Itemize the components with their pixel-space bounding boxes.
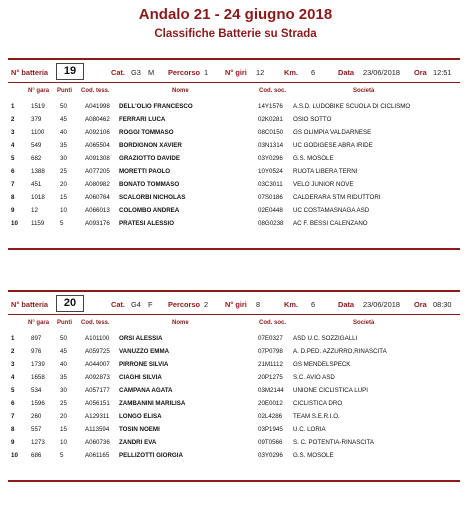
row-gara: 1596 <box>31 400 45 407</box>
row-tess: A080462 <box>85 116 110 123</box>
row-pos: 4 <box>11 142 15 149</box>
col-soc: Società <box>353 88 375 94</box>
row-soc: AC F. BESSI CALENZANO <box>293 220 368 227</box>
batteria-number: 19 <box>56 63 84 80</box>
row-codsoc: 03M2144 <box>258 387 284 394</box>
percorso-value: 2 <box>204 300 209 309</box>
row-soc: U.C. LORIA <box>293 426 326 433</box>
row-nome: BONATO TOMMASO <box>119 181 180 188</box>
results-table <box>8 100 460 230</box>
row-tess: A092106 <box>85 129 110 136</box>
row-gara: 1273 <box>31 439 45 446</box>
row-tess: A044007 <box>85 361 110 368</box>
table-row <box>8 139 460 152</box>
row-soc: S. C. POTENTIA-RINASCITA <box>293 439 375 446</box>
table-row <box>8 410 460 423</box>
row-nome: LONGO ELISA <box>119 413 162 420</box>
col-punti: Punti <box>57 88 72 94</box>
row-pos: 1 <box>11 103 15 110</box>
data-label: Data <box>338 68 355 77</box>
row-nome: CIAGHI SILVIA <box>119 374 162 381</box>
row-tess: A059725 <box>85 348 110 355</box>
col-soc: Società <box>353 320 375 326</box>
section-header-rule <box>8 82 460 83</box>
row-soc: S.C. AVIO ASD <box>293 374 335 381</box>
col-codsoc: Cod. soc. <box>259 320 287 326</box>
row-soc: UC GODIGESE ABRA IRIDE <box>293 142 373 149</box>
col-tess: Cod. tess. <box>81 88 110 94</box>
row-soc: OSIO SOTTO <box>293 116 332 123</box>
ora-value: 12:51 <box>433 68 452 77</box>
percorso-label: Percorso <box>168 300 201 309</box>
row-codsoc: 14Y1576 <box>258 103 283 110</box>
row-nome: COLOMBO ANDREA <box>119 207 180 214</box>
row-soc: G.S. MOSOLE <box>293 452 334 459</box>
row-tess: A056151 <box>85 400 110 407</box>
row-nome: ZAMBANINI MARILISA <box>119 400 186 407</box>
row-codsoc: 07P0798 <box>258 348 283 355</box>
row-gara: 549 <box>31 142 42 149</box>
row-punti: 20 <box>60 413 67 420</box>
row-pos: 7 <box>11 413 15 420</box>
row-pos: 5 <box>11 387 15 394</box>
sex-value: F <box>148 300 153 309</box>
row-soc: CICLISTICA DRO <box>293 400 343 407</box>
section-bottom-rule <box>8 480 460 482</box>
heat-section-19 <box>8 58 460 248</box>
row-punti: 30 <box>60 387 67 394</box>
giri-value: 8 <box>256 300 261 309</box>
table-row <box>8 384 460 397</box>
row-tess: A091308 <box>85 155 110 162</box>
row-tess: A101100 <box>85 335 110 342</box>
row-gara: 1519 <box>31 103 45 110</box>
row-punti: 45 <box>60 116 67 123</box>
table-row <box>8 436 460 449</box>
data-value: 23/06/2018 <box>363 300 400 309</box>
column-headers <box>8 86 460 98</box>
col-punti: Punti <box>57 320 72 326</box>
row-punti: 10 <box>60 207 67 214</box>
row-codsoc: 02E0448 <box>258 207 283 214</box>
row-tess: A060736 <box>85 439 110 446</box>
row-punti: 25 <box>60 168 67 175</box>
batteria-number: 20 <box>56 295 84 312</box>
row-nome: SCALORBI NICHOLAS <box>119 194 186 201</box>
row-gara: 557 <box>31 426 42 433</box>
row-punti: 35 <box>60 374 67 381</box>
row-gara: 682 <box>31 155 42 162</box>
data-label: Data <box>338 300 355 309</box>
table-row <box>8 358 460 371</box>
row-soc: A.S.D. LUDOBIKE SCUOLA DI CICLISMO <box>293 103 411 110</box>
row-codsoc: 20E0012 <box>258 400 283 407</box>
row-codsoc: 08C0150 <box>258 129 284 136</box>
row-nome: VANUZZO EMMA <box>119 348 170 355</box>
table-row <box>8 332 460 345</box>
row-tess: A129311 <box>85 413 110 420</box>
row-nome: CAMPANA AGATA <box>119 387 173 394</box>
table-row <box>8 165 460 178</box>
row-punti: 15 <box>60 426 67 433</box>
table-row <box>8 191 460 204</box>
row-pos: 5 <box>11 155 15 162</box>
row-codsoc: 03Y0296 <box>258 155 283 162</box>
row-pos: 6 <box>11 168 15 175</box>
row-soc: VELO JUNIOR NOVE <box>293 181 354 188</box>
row-nome: GRAZIOTTO DAVIDE <box>119 155 180 162</box>
row-pos: 3 <box>11 361 15 368</box>
row-nome: PIRRONE SILVIA <box>119 361 169 368</box>
table-row <box>8 217 460 230</box>
col-gara: N° gara <box>28 88 50 94</box>
cat-label: Cat. <box>111 300 125 309</box>
table-row <box>8 397 460 410</box>
col-codsoc: Cod. soc. <box>259 88 287 94</box>
row-gara: 1159 <box>31 220 45 227</box>
column-headers <box>8 318 460 330</box>
row-nome: PELLIZOTTI GIORGIA <box>119 452 183 459</box>
row-tess: A080982 <box>85 181 110 188</box>
row-nome: PRATESI ALESSIO <box>119 220 175 227</box>
row-tess: A077205 <box>85 168 110 175</box>
table-row <box>8 152 460 165</box>
row-punti: 40 <box>60 129 67 136</box>
row-soc: CALDERARA STM RIDUTTORI <box>293 194 381 201</box>
row-gara: 451 <box>31 181 42 188</box>
table-row <box>8 126 460 139</box>
data-value: 23/06/2018 <box>363 68 400 77</box>
section-top-rule <box>8 290 460 292</box>
row-punti: 50 <box>60 103 67 110</box>
km-value: 6 <box>311 300 316 309</box>
col-tess: Cod. tess. <box>81 320 110 326</box>
giri-label: N° giri <box>225 300 247 309</box>
row-gara: 12 <box>31 207 38 214</box>
row-soc: TEAM S.E.R.I.O. <box>293 413 340 420</box>
section-bottom-rule <box>8 248 460 250</box>
row-tess: A113594 <box>85 426 110 433</box>
col-gara: N° gara <box>28 320 50 326</box>
table-row <box>8 423 460 436</box>
row-soc: UC COSTAMASNAGA ASD <box>293 207 370 214</box>
row-punti: 15 <box>60 194 67 201</box>
row-punti: 35 <box>60 142 67 149</box>
row-punti: 25 <box>60 400 67 407</box>
batteria-label: N° batteria <box>11 68 49 77</box>
row-pos: 10 <box>11 220 18 227</box>
table-row <box>8 204 460 217</box>
row-punti: 20 <box>60 181 67 188</box>
km-label: Km. <box>284 68 298 77</box>
table-row <box>8 371 460 384</box>
row-nome: FERRARI LUCA <box>119 116 166 123</box>
row-codsoc: 07S0186 <box>258 194 283 201</box>
row-gara: 1100 <box>31 129 45 136</box>
row-codsoc: 21M1112 <box>258 361 283 368</box>
row-tess: A057177 <box>85 387 110 394</box>
row-soc: UNIONE CICLISTICA LUPI <box>293 387 368 394</box>
row-tess: A060764 <box>85 194 110 201</box>
heat-header <box>8 293 460 315</box>
row-codsoc: 02L4286 <box>258 413 283 420</box>
ora-label: Ora <box>414 300 427 309</box>
row-pos: 6 <box>11 400 15 407</box>
table-row <box>8 345 460 358</box>
col-nome: Nome <box>172 320 189 326</box>
row-gara: 1739 <box>31 361 45 368</box>
table-row <box>8 113 460 126</box>
row-gara: 976 <box>31 348 42 355</box>
row-punti: 30 <box>60 155 67 162</box>
row-nome: ORSI ALESSIA <box>119 335 163 342</box>
percorso-label: Percorso <box>168 68 201 77</box>
row-gara: 379 <box>31 116 42 123</box>
km-label: Km. <box>284 300 298 309</box>
row-nome: ZANDRI EVA <box>119 439 157 446</box>
giri-label: N° giri <box>225 68 247 77</box>
row-pos: 1 <box>11 335 15 342</box>
row-codsoc: 03P1945 <box>258 426 283 433</box>
table-row <box>8 100 460 113</box>
row-tess: A092873 <box>85 374 110 381</box>
ora-value: 08:30 <box>433 300 452 309</box>
row-soc: A. D.PED. AZZURRO,RINASCITA <box>293 348 387 355</box>
row-punti: 45 <box>60 348 67 355</box>
row-tess: A066013 <box>85 207 110 214</box>
giri-value: 12 <box>256 68 265 77</box>
page-title: Andalo 21 - 24 giugno 2018 <box>138 6 333 23</box>
row-punti: 10 <box>60 439 67 446</box>
row-gara: 1018 <box>31 194 45 201</box>
row-tess: A093176 <box>85 220 110 227</box>
row-gara: 260 <box>31 413 42 420</box>
batteria-label: N° batteria <box>11 300 49 309</box>
col-nome: Nome <box>172 88 189 94</box>
row-nome: TOSIN NOEMI <box>119 426 160 433</box>
row-pos: 3 <box>11 129 15 136</box>
cat-value: G3 <box>131 68 141 77</box>
cat-label: Cat. <box>111 68 125 77</box>
results-table <box>8 332 460 462</box>
row-pos: 7 <box>11 181 15 188</box>
row-tess: A061165 <box>85 452 110 459</box>
row-pos: 4 <box>11 374 15 381</box>
row-soc: ASD U.C. SOZZIGALLI <box>293 335 358 342</box>
km-value: 6 <box>311 68 316 77</box>
percorso-value: 1 <box>204 68 209 77</box>
row-pos: 2 <box>11 348 15 355</box>
row-codsoc: 03Y0296 <box>258 452 283 459</box>
row-codsoc: 03C3011 <box>258 181 283 188</box>
ora-label: Ora <box>414 68 427 77</box>
row-codsoc: 08G0238 <box>258 220 284 227</box>
row-codsoc: 07E0327 <box>258 335 283 342</box>
row-pos: 8 <box>11 426 15 433</box>
row-pos: 8 <box>11 194 15 201</box>
row-soc: GS OLIMPIA VALDARNESE <box>293 129 372 136</box>
heat-section-20 <box>8 290 460 480</box>
row-codsoc: 10Y0524 <box>258 168 283 175</box>
section-top-rule <box>8 58 460 60</box>
row-soc: G.S. MOSOLE <box>293 155 334 162</box>
row-gara: 897 <box>31 335 42 342</box>
row-punti: 5 <box>60 452 64 459</box>
table-row <box>8 178 460 191</box>
row-gara: 1658 <box>31 374 45 381</box>
row-codsoc: 02K0281 <box>258 116 283 123</box>
row-nome: BORDIGNON XAVIER <box>119 142 182 149</box>
cat-value: G4 <box>131 300 141 309</box>
row-tess: A065504 <box>85 142 110 149</box>
row-pos: 9 <box>11 207 15 214</box>
row-pos: 10 <box>11 452 18 459</box>
row-nome: MORETTI PAOLO <box>119 168 171 175</box>
row-soc: RUOTA LIBERA TERNI <box>293 168 358 175</box>
page-subtitle: Classifiche Batterie su Strada <box>154 28 317 40</box>
row-nome: ROGGI TOMMASO <box>119 129 174 136</box>
row-codsoc: 09T0566 <box>258 439 283 446</box>
row-punti: 5 <box>60 220 64 227</box>
sex-value: M <box>148 68 155 77</box>
section-header-rule <box>8 314 460 315</box>
row-tess: A041998 <box>85 103 110 110</box>
row-soc: GS MENDELSPECK <box>293 361 351 368</box>
heat-header <box>8 61 460 83</box>
row-punti: 50 <box>60 335 67 342</box>
row-codsoc: 03N1314 <box>258 142 284 149</box>
table-row <box>8 449 460 462</box>
row-punti: 40 <box>60 361 67 368</box>
row-pos: 2 <box>11 116 15 123</box>
row-gara: 686 <box>31 452 42 459</box>
row-nome: DELL'OLIO FRANCESCO <box>119 103 193 110</box>
row-pos: 9 <box>11 439 15 446</box>
row-gara: 1388 <box>31 168 45 175</box>
row-gara: 534 <box>31 387 42 394</box>
row-codsoc: 20P1275 <box>258 374 283 381</box>
